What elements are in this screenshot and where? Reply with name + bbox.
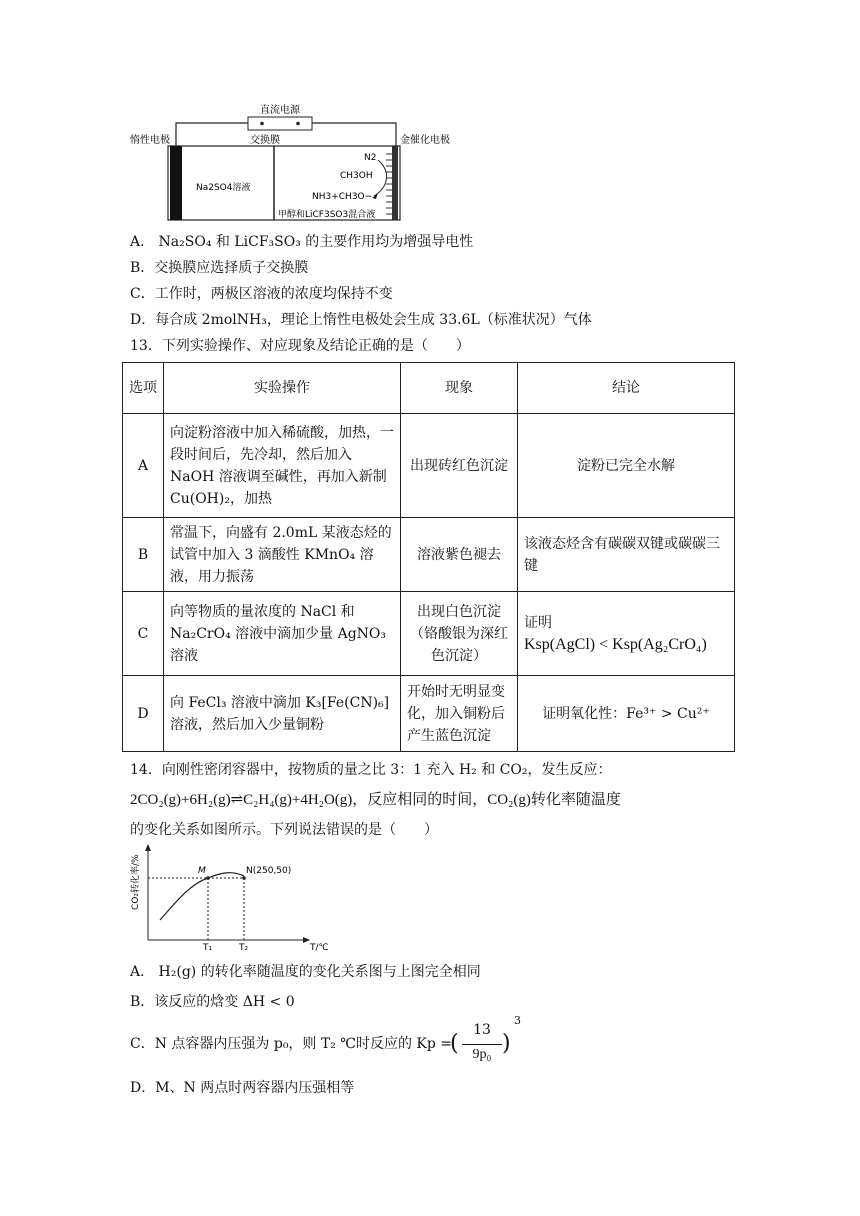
q12-option-c: C．工作时，两极区溶液的浓度均保持不变 <box>130 286 393 302</box>
inert-electrode <box>170 146 182 220</box>
row-phenomenon: 溶液紫色褪去 <box>401 518 518 592</box>
row-option: C <box>123 592 164 676</box>
kp-numerator: 13 <box>473 1022 491 1038</box>
table-header-row <box>123 363 735 414</box>
q14-option-d: D．M、N 两点时两容器内压强相等 <box>130 1080 355 1096</box>
row-conclusion <box>518 592 735 676</box>
row-conclusion: 淀粉已完全水解 <box>518 414 735 518</box>
q13-table <box>122 362 735 752</box>
row-operation: 向淀粉溶液中加入稀硫酸，加热，一段时间后，先冷却，然后加入 NaOH 溶液调至碱性，再加入新制 Cu(OH)₂，加热 <box>164 414 401 518</box>
option-c-text: C．N 点容器内压强为 p₀，则 T₂ ℃时反应的 Kp = <box>130 1036 452 1052</box>
conversion-curve <box>160 873 244 920</box>
row-option: B <box>123 518 164 592</box>
gold-catalytic-electrode <box>392 146 398 220</box>
conversion-graph <box>128 842 338 954</box>
q12-option-b: B．交换膜应选择质子交换膜 <box>130 260 309 276</box>
row-operation: 常温下，向盛有 2.0mL 某液态烃的试管中加入 3 滴酸性 KMnO₄ 溶液，用力振荡 <box>164 518 401 592</box>
conclusion-prefix: 证明 <box>524 614 552 631</box>
row-phenomenon: 开始时无明显变化，加入铜粉后产生蓝色沉淀 <box>401 676 518 752</box>
header-option: 选项 <box>123 363 164 414</box>
row-phenomenon: 出现砖红色沉淀 <box>401 414 518 518</box>
left-solution-label: Na2SO4溶液 <box>196 183 251 193</box>
right-electrode-label: 金催化电极 <box>400 135 450 146</box>
t2-label: T₂ <box>239 943 249 953</box>
q14-option-b: B．该反应的焓变 ΔH < 0 <box>130 994 295 1010</box>
n2-label: N2 <box>364 153 377 163</box>
ch3oh-label: CH3OH <box>340 171 373 181</box>
point-n-label: N(250,50) <box>246 866 292 876</box>
row-operation: 向 FeCl₃ 溶液中滴加 K₃[Fe(CN)₆] 溶液，然后加入少量铜粉 <box>164 676 401 752</box>
t1-label: T₁ <box>203 943 213 953</box>
q14-option-c <box>130 1034 452 1054</box>
row-conclusion: 证明氧化性：Fe³⁺ > Cu²⁺ <box>518 676 735 752</box>
right-solution-label: 甲醇和LiCF3SO3混合液 <box>278 210 376 220</box>
row-conclusion: 该液态烃含有碳碳双键或碳碳三键 <box>518 518 735 592</box>
table-row <box>123 518 735 592</box>
x-axis-label: T/℃ <box>310 943 329 953</box>
header-phenomenon: 现象 <box>401 363 518 414</box>
left-electrode-label: 惰性电极 <box>130 135 170 146</box>
membrane-label: 交换膜 <box>250 135 280 146</box>
table-row <box>123 414 735 518</box>
row-phenomenon: 出现白色沉淀（铬酸银为深红色沉淀） <box>401 592 518 676</box>
ksp-inequality: Ksp(AgCl) < Ksp(Ag₂CrO₄) <box>524 635 707 653</box>
fraction-bar <box>462 1044 502 1045</box>
y-axis-label: CO₂转化率/% <box>131 854 141 910</box>
electrolysis-diagram <box>128 98 468 224</box>
products-label: NH3+CH3O− <box>312 192 373 202</box>
kp-fraction: ( <box>450 1031 459 1056</box>
row-operation: 向等物质的量浓度的 NaCl 和 Na₂CrO₄ 溶液中滴加少量 AgNO₃ 溶液 <box>164 592 401 676</box>
kp-close-paren: ) <box>502 1031 511 1056</box>
row-option: A <box>123 414 164 518</box>
q12-option-a: A． Na₂SO₄ 和 LiCF₃SO₃ 的主要作用均为增强导电性 <box>130 234 474 250</box>
q14-option-a: A． H₂(g) 的转化率随温度的变化关系图与上图完全相同 <box>130 964 481 980</box>
q14-stem-line1: 14．向刚性密闭容器中，按物质的量之比 3：1 充入 H₂ 和 CO₂，发生反应： <box>130 762 612 778</box>
table-row <box>123 592 735 676</box>
q14-stem-line3: 的变化关系如图所示。下列说法错误的是（ ） <box>130 822 438 838</box>
q12-option-d: D．每合成 2molNH₃，理论上惰性电极处会生成 33.6L（标准状况）气体 <box>130 312 592 328</box>
header-operation: 实验操作 <box>164 363 401 414</box>
kp-denominator: 9p₀ <box>472 1047 492 1062</box>
power-supply-box <box>248 117 312 130</box>
header-conclusion: 结论 <box>518 363 735 414</box>
point-m-label: M <box>198 866 206 876</box>
kp-exponent: 3 <box>514 1014 521 1027</box>
power-label: 直流电源 <box>260 105 300 116</box>
table-row <box>123 676 735 752</box>
q13-stem: 13．下列实验操作、对应现象及结论正确的是（ ） <box>130 338 470 354</box>
row-option: D <box>123 676 164 752</box>
q14-stem-line2: 2CO₂(g)+6H₂(g)⇌C₂H₄(g)+4H₂O(g)，反应相同的时间，CO₂(g)转化率随温度 <box>130 792 621 808</box>
